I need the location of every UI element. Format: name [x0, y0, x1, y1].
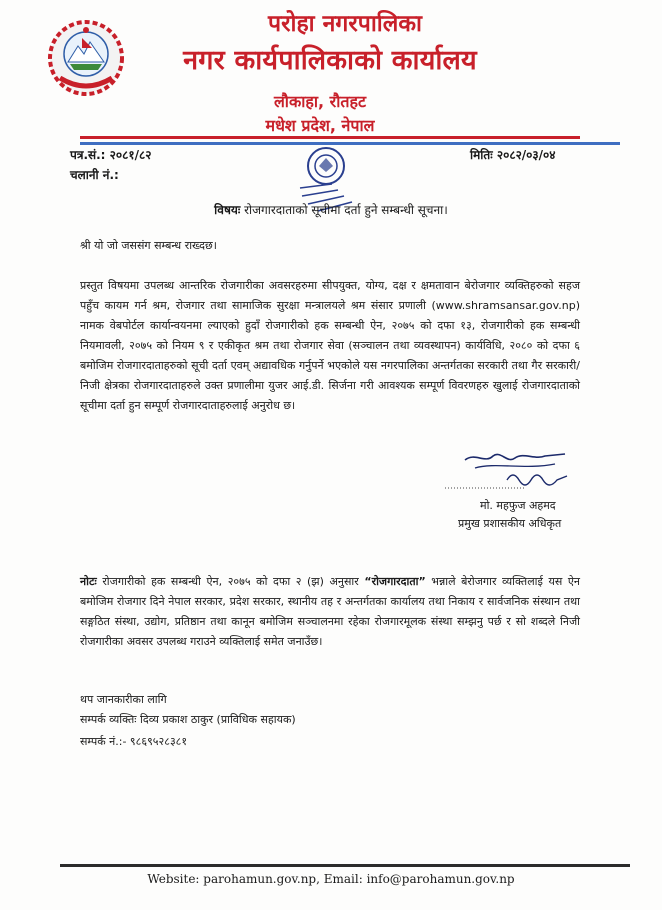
- note-text-after: भन्नाले बेरोजगार व्यक्तिलाई यस ऐन बमोजिम रोजगार दिने नेपाल सरकार, प्रदेश सरकार, स्थानीय तह र अन्तर्गतका कार्यालय तथा निकाय र सार्वजनिक संस्थान तथा सङ्गठित संस्था, उद्योग, प्रतिष्ठान तथा कानून बमोजिम सञ्चालनमा रहेका रोजगारमूलक संस्था सम्झनु पर्छ र सो शब्दले निजी रोजगारीका अवसर उपलब्ध गराउने व्यक्तिलाई समेत जनाउँछ।: [80, 575, 581, 648]
- handwritten-signature-icon: [445, 450, 590, 502]
- letter-date: [470, 146, 556, 163]
- note-label: नोटः: [80, 575, 97, 588]
- note-paragraph: [80, 572, 580, 652]
- contact-number: सम्पर्क नं.:- ९८६९५२८३८१: [80, 735, 188, 748]
- province-country: मधेश प्रदेश, नेपाल: [265, 116, 375, 135]
- date-value: २०८२/०३/०४: [496, 148, 556, 162]
- note-text-before: रोजगारीको हक सम्बन्धी ऐन, २०७५ को दफा २ (झ) अनुसार: [102, 575, 359, 588]
- dispatch-label: चलानी नं.:: [70, 168, 119, 182]
- signatory-name: मो. महफुज अहमद: [480, 499, 556, 512]
- reference-label: पत्र.सं.:: [70, 148, 106, 162]
- contact-person: सम्पर्क व्यक्तिः दिव्य प्रकाश ठाकुर (प्राविधिक सहायक): [80, 713, 296, 726]
- nepal-government-emblem-icon: [46, 18, 126, 98]
- body-paragraph: प्रस्तुत विषयमा उपलब्ध आन्तरिक रोजगारीका अवसरहरुमा सीपयुक्त, योग्य, दक्ष र क्षमतावान बेरोजगार व्यक्तिहरुको सहज पहुँच कायम गर्न श्रम, रोजगार तथा सामाजिक सुरक्षा मन्त्रालयले श्रम संसार प्रणाली (www.shramsansar.gov.np) नामक वेबपोर्टल कार्यान्वयनमा ल्याएको हुदाँ रोजगारीको हक सम्बन्धी ऐन, २०७५ को दफा १३, रोजगारीको हक सम्बन्धी नियमावली, २०७५ को नियम ९ र एकीकृत श्रम तथा रोजगार सेवा (सञ्चालन तथा व्यवस्थापन) कार्यविधि, २०८० को दफा ६ बमोजिम रोजगारदाताहरुको सूची दर्ता एवम् अद्यावधिक गर्नुपर्ने भएकोले यस नगरपालिका अन्तर्गतका सरकारी तथा गैर सरकारी/निजी क्षेत्रका रोजगारदाताहरुले उक्त प्रणालीमा युजर आई.डी. सिर्जना गरी आवश्यक सम्पूर्ण विवरणहरु खुलाई रोजगारदाताको सूचीमा दर्ता हुन सम्पूर्ण रोजगारदाताहरुलाई अनुरोध छ।: [80, 279, 580, 412]
- footer-contact: Website: parohamun.gov.np, Email: info@parohamun.gov.np: [147, 872, 515, 886]
- dispatch-number: [70, 166, 119, 183]
- date-label: मितिः: [470, 148, 493, 162]
- municipality-name: परोहा नगरपालिका: [268, 11, 422, 37]
- footer-rule: [60, 864, 630, 867]
- subject-line: [0, 201, 662, 218]
- signatory-title: प्रमुख प्रशासकीय अधिकृत: [458, 517, 562, 530]
- subject-text: रोजगारदाताको सूचीमा दर्ता हुने सम्बन्धी सूचना।: [244, 203, 448, 217]
- contact-heading: थप जानकारीका लागि: [80, 693, 167, 706]
- subject-label: विषयः: [214, 203, 241, 217]
- reference-value: २०८१/८२: [109, 148, 152, 162]
- office-name: नगर कार्यपालिकाको कार्यालय: [183, 45, 477, 76]
- salutation: श्री यो जो जससंग सम्बन्ध राख्दछ।: [80, 239, 217, 252]
- reference-number: [70, 146, 151, 163]
- office-location: लौकाहा, रौतहट: [273, 92, 367, 111]
- note-highlight: “रोजगारदाता”: [364, 575, 426, 588]
